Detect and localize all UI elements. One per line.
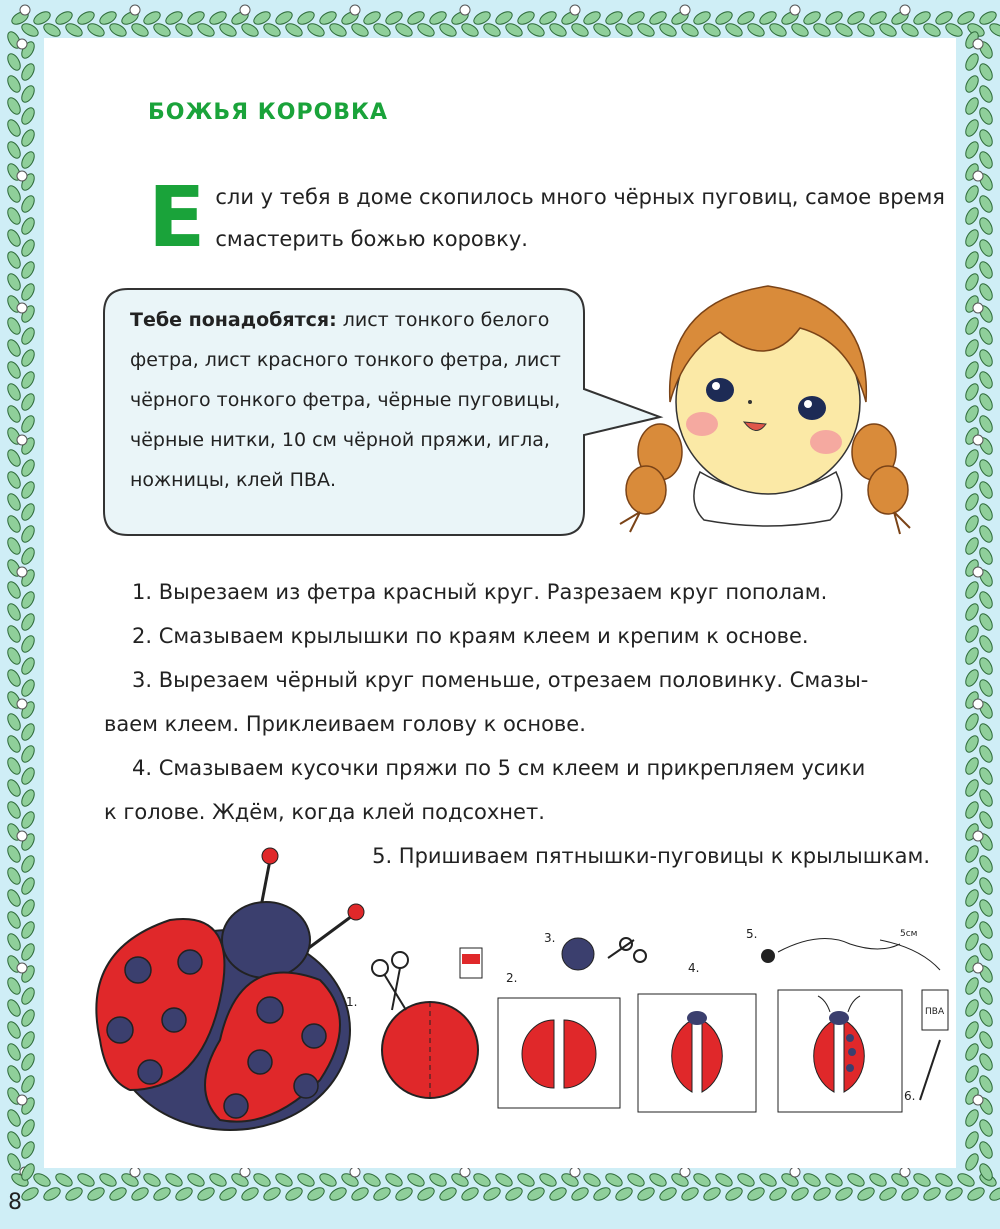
glue-bottle-icon <box>460 948 482 978</box>
diagram-marker: 6. <box>904 1089 916 1103</box>
scissors-icon-2 <box>608 938 646 962</box>
flower-decoration <box>973 303 983 313</box>
flower-decoration <box>790 5 800 15</box>
diagram-marker: 5. <box>746 927 758 941</box>
diagram-marker: 4. <box>688 961 700 975</box>
yarn-label: 5см <box>900 929 918 939</box>
flower-decoration <box>973 699 983 709</box>
flower-decoration <box>900 5 910 15</box>
step-4-cont: к голове. Ждём, когда клей подсохнет. <box>104 800 545 824</box>
step-1: 1. Вырезаем из фетра красный круг. Разрезаем круг пополам. <box>132 580 828 604</box>
materials-label: Тебе понадобятся: <box>130 309 337 331</box>
flower-decoration <box>460 1167 470 1177</box>
steps-list <box>104 570 944 878</box>
flower-decoration <box>570 1167 580 1177</box>
diagram-marker: 1. <box>346 995 358 1009</box>
flower-decoration <box>17 567 27 577</box>
scissors-icon <box>372 952 408 1010</box>
step-3: 3. Вырезаем чёрный круг поменьше, отрезаем половинку. Смазы- <box>132 668 869 692</box>
flower-decoration <box>350 1167 360 1177</box>
materials-text: лист тонкого белого фетра, лист красного тонкого фетра, лист чёрного тонкого фетра, чёрные пуговицы, чёрные нитки, 10 см чёрной пряжи, игла, ножницы, клей ПВА. <box>130 309 561 491</box>
flower-decoration <box>17 39 27 49</box>
flower-decoration <box>973 1095 983 1105</box>
flower-decoration <box>17 435 27 445</box>
page-title: БОЖЬЯ КОРОВКА <box>148 100 389 125</box>
flower-decoration <box>973 435 983 445</box>
flower-decoration <box>130 1167 140 1177</box>
step-diagram <box>340 900 960 1120</box>
intro-paragraph <box>148 168 948 266</box>
flower-decoration <box>130 5 140 15</box>
step-3-cont: ваем клеем. Приклеиваем голову к основе. <box>104 712 586 736</box>
flower-decoration <box>460 5 470 15</box>
flower-decoration <box>973 831 983 841</box>
step-4: 4. Смазываем кусочки пряжи по 5 см клеем и прикрепляем усики <box>132 756 866 780</box>
drop-cap: Е <box>148 168 206 266</box>
ladybug-illustration <box>70 840 370 1140</box>
diagram-step-1 <box>372 948 482 1098</box>
flower-decoration <box>240 1167 250 1177</box>
flower-decoration <box>973 171 983 181</box>
flower-decoration <box>680 1167 690 1177</box>
flower-decoration <box>973 39 983 49</box>
diagram-marker: 3. <box>544 931 556 945</box>
flower-decoration <box>350 5 360 15</box>
flower-decoration <box>17 1095 27 1105</box>
glue-label: ПВА <box>925 1007 945 1017</box>
page-number: 8 <box>8 1190 22 1215</box>
flower-decoration <box>790 1167 800 1177</box>
flower-decoration <box>680 5 690 15</box>
flower-decoration <box>17 699 27 709</box>
flower-decoration <box>900 1167 910 1177</box>
intro-text: сли у тебя в доме скопилось много чёрных пуговиц, самое время смастерить божью коровку. <box>215 185 945 251</box>
flower-decoration <box>973 963 983 973</box>
flower-decoration <box>17 171 27 181</box>
step-2: 2. Смазываем крылышки по краям клеем и крепим к основе. <box>132 624 809 648</box>
flower-decoration <box>240 5 250 15</box>
flower-decoration <box>20 5 30 15</box>
step-5: 5. Пришиваем пятнышки-пуговицы к крылышкам. <box>372 844 930 868</box>
needle-icon <box>920 1040 940 1100</box>
materials-list <box>130 300 570 500</box>
diagram-marker: 2. <box>506 971 518 985</box>
flower-decoration <box>17 831 27 841</box>
flower-decoration <box>570 5 580 15</box>
flower-decoration <box>973 567 983 577</box>
flower-decoration <box>17 303 27 313</box>
flower-decoration <box>17 963 27 973</box>
girl-illustration <box>600 262 940 562</box>
